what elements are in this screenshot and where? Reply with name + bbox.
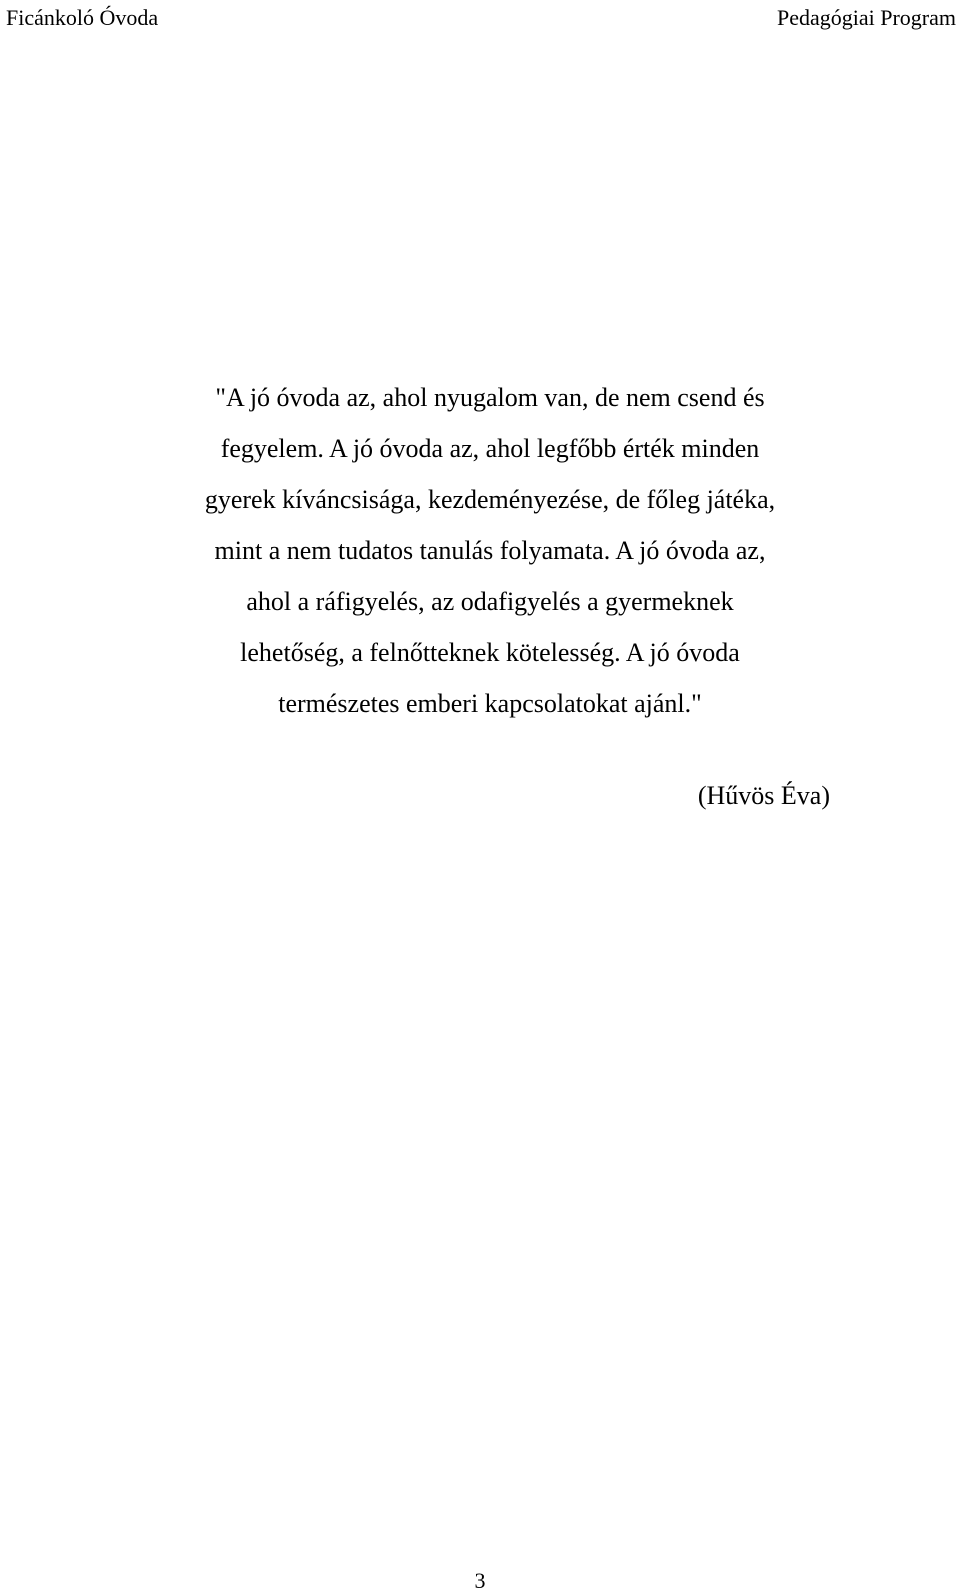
quote-author: (Hűvös Éva) (697, 781, 830, 810)
page-number: 3 (474, 1568, 486, 1593)
quote-line-7: természetes emberi kapcsolatokat ajánl." (278, 689, 702, 718)
motto-quote (150, 372, 830, 729)
quote-line-3: gyerek kíváncsisága, kezdeményezése, de főleg játéka, (204, 485, 776, 514)
quote-line-2: fegyelem. A jó óvoda az, ahol legfőbb érték minden (220, 434, 760, 463)
header-document-title: Pedagógiai Program (776, 5, 956, 30)
quote-line-5: ahol a ráfigyelés, az odafigyelés a gyermeknek (246, 587, 734, 616)
quote-line-6: lehetőség, a felnőtteknek kötelesség. A jó óvoda (240, 638, 740, 667)
quote-line-4: mint a nem tudatos tanulás folyamata. A jó óvoda az, (214, 536, 766, 565)
header-school-name: Ficánkoló Óvoda (6, 5, 159, 30)
quote-line-1: "A jó óvoda az, ahol nyugalom van, de nem csend és (215, 383, 765, 412)
